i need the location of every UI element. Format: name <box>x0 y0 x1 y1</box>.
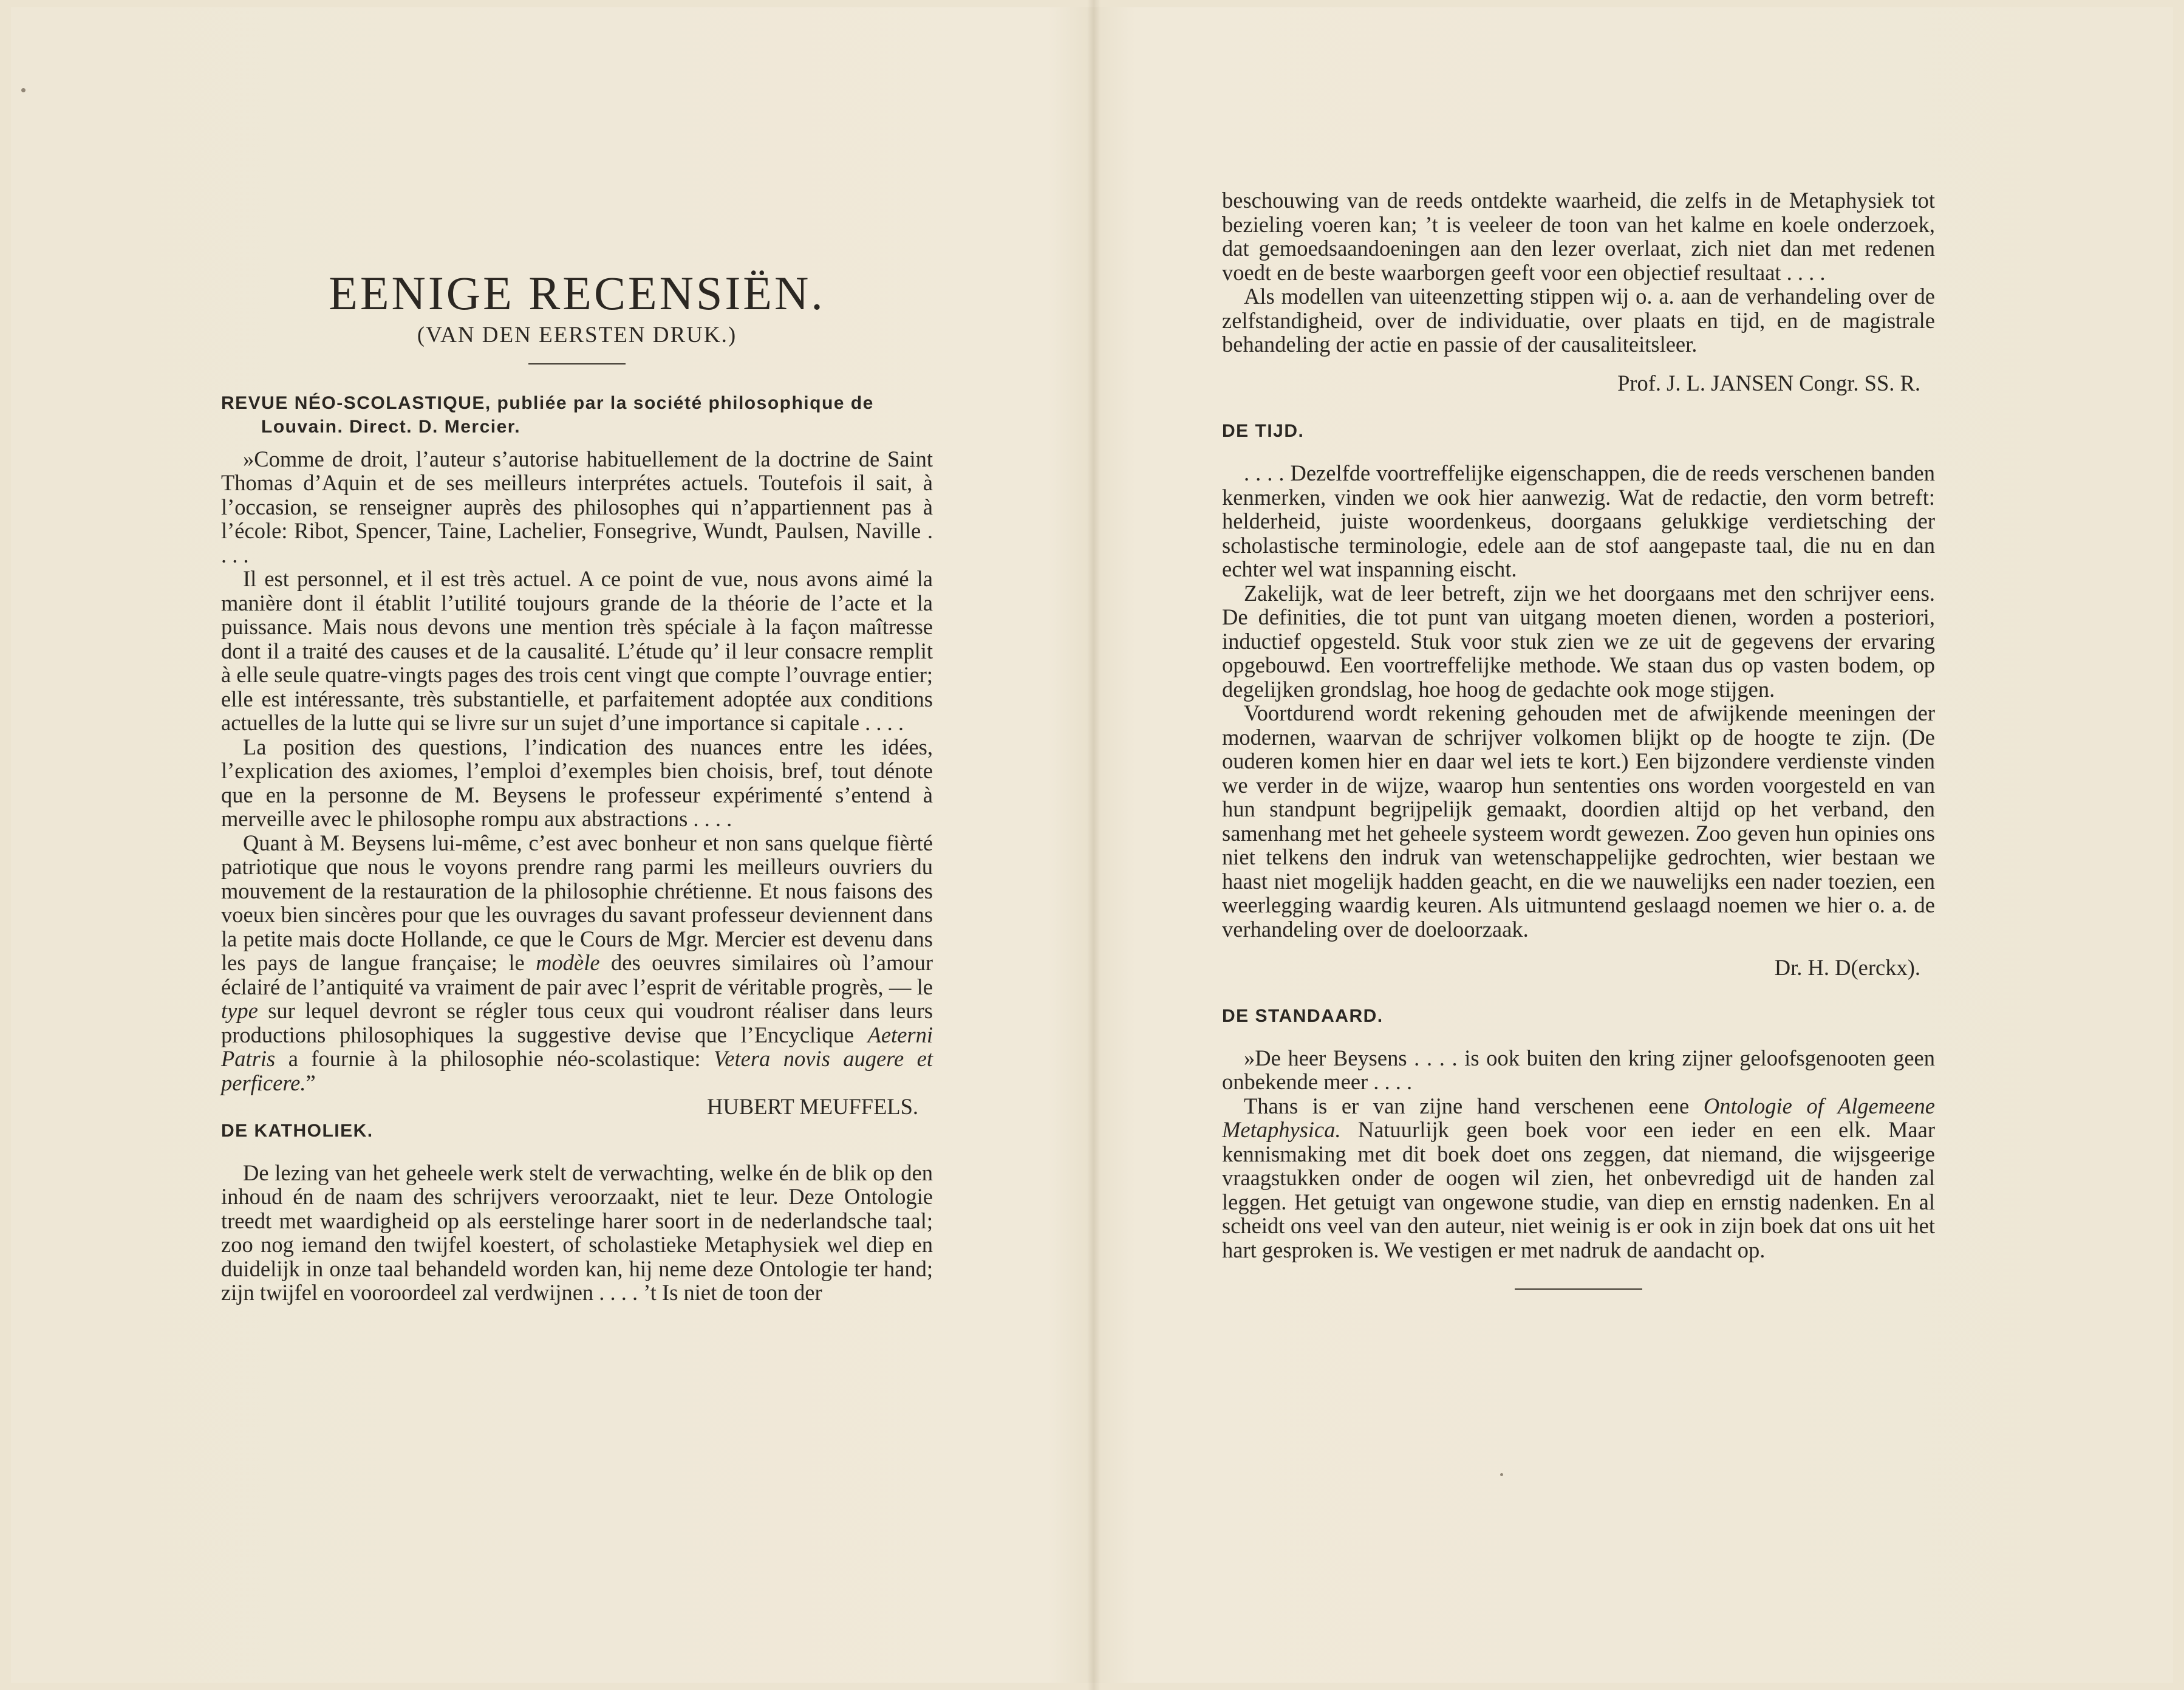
show-through-text <box>237 188 905 219</box>
tijd-paragraph: Voortdurend wordt rekening gehouden met de afwijkende meeningen der modernen, waarvan de schrijver volkomen blijkt op de hoogte te zijn. (De ouderen komen hier en daar wel iets te kort.) Een bijzondere verdienste vinden we verder in de wijze, waarop hun sententies ons worden voorgesteld en van hun standpunt begrijpelijk gemaakt, doordien altijd op het verband, den samenhang met het geheele systeem wordt gewezen. Zoo geven hun opinies ons niet telkens den indruk van wetenschappelijke gedrochten, wier bestaan we haast niet mogelijk hadden geacht, en die we nauwelijks een nader toezien, een weerlegging waardig keuren. Als uitmuntend geslaagd noemen we hier o. a. de verhandeling over de doeloorzaak. <box>1222 700 1935 942</box>
katholiek-paragraph: beschouwing van de reeds ontdekte waarheid, die zelfs in de Metaphysiek tot bezieling voeren kan; ’t is veeleer de toon van het kalme en koele onderzoek, dat gemoedsaandoeningen aan den lezer overlaat, zich niet dan met redenen voedt en de beste waarborgen geeft voor een objectief resultaat . . . . <box>1222 188 1935 285</box>
tijd-paragraph: . . . . Dezelfde voortreffelijke eigenschappen, die de reeds verschenen banden kenmerken, vinden we ook hier aanwezig. Wat de redactie, den vorm betreft: helderheid, juiste woordenkeus, doorgaans gelukkige verdietsching der scholastische terminologie, edele aan de stof aangepaste taal, die nu en dan echter wel wat inspanning eischt. <box>1222 460 1935 581</box>
revue-paragraph: Quant à M. Beysens lui-même, c’est avec bonheur et non sans quelque fièrté patriotique que nous le voyons prendre rang parmi les meilleurs ouvriers du mouvement de la restauration de la philosophie chrétienne. Et nous faisons des voeux bien sincères pour que les ouvrages du savant professeur deviennent dans la petite mais docte Hollande, ce que le Cours de Mgr. Mercier est devenu dans les pays de langue française; le modèle des oeuvres similaires où l’amour éclairé de l’antiquité va vraiment de pair avec l’esprit de véritable progrès, — le type sur lequel devront se régler tous ceux qui voudront réaliser dans leurs productions philosophiques la suggestive devise que l’Encyclique Aeterni Patris a fournie à la philosophie néo-scolastique: Vetera novis augere et perficere.” <box>221 830 933 1095</box>
review-heading-revue: REVUE NÉO-SCOLASTIQUE, publiée par la société philosophique de Louvain. Direct. D. Mercier. <box>221 392 874 437</box>
left-page-column <box>221 267 933 1305</box>
revue-paragraph: Il est personnel, et il est très actuel. A ce point de vue, nous avons aimé la manière dont il établit l’utilité toujours grande de la théorie de l’acte et la puissance. Mais nous devons une mention très spéciale à la façon maîtresse dont il a traité des causes et de la causalité. L’étude qu’ il leur consacre remplit à elle seule quatre-vingts pages des trois cent vingt que compte l’ouvrage entier; elle est intéressante, très substantielle, et parfaitement adoptée aux conditions actuelles de la lutte qui se livre sur un sujet d’une importance si capitale . . . . <box>221 566 933 735</box>
review-signature: Dr. H. D(erckx). <box>1774 955 1920 980</box>
revue-paragraph: La position des questions, l’indication des nuances entre les idées, l’explication des axiomes, l’emploi d’exemples bien choisis, bref, tout dénote que en la personne de M. Beysens le professeur expérimenté s’entend à merveille avec le philosophe rompu aux abstractions . . . . <box>221 734 933 831</box>
katholiek-paragraph: De lezing van het geheele werk stelt de verwachting, welke én de blik op den inhoud én de naam des schrijvers veroorzaakt, niet te leur. Deze Ontologie treedt met waardigheid op als eerstelinge harer soort in de nederlandsche taal; zoo nog iemand den twijfel koestert, of scholastieke Metaphysiek wel diep en duidelijk in onze taal behandeld worden kan, hij neme deze Ontologie ter hand; zijn twijfel en vooroordeel zal verdwijnen . . . . ’t Is niet de toon der <box>221 1160 933 1305</box>
paper-speck <box>1500 1473 1503 1476</box>
revue-paragraph: »Comme de droit, l’auteur s’autorise habituellement de la doctrine de Saint Thomas d’Aquin et de ses meilleurs interprétes actuels. Toutefois il sait, à l’occasion, se renseigner auprès des philosophes qui n’appartiennent pas à l’école: Ribot, Spencer, Taine, Lachelier, Fonsegrive, Wundt, Paulsen, Naville . . . . <box>221 446 933 567</box>
tijd-paragraph: Zakelijk, wat de leer betreft, zijn we het doorgaans met den schrijver eens. De definities, die tot punt van uitgang moeten dienen, worden a posteriori, inductief opgesteld. Stuk voor stuk zien we ze uit de gegevens der ervaring opgebouwd. Een voortreffelijke methode. We staan dus op vasten bodem, op degelijken grondslag, hoe hoog de gedachte ook moge stijgen. <box>1222 580 1935 702</box>
standaard-paragraph: Thans is er van zijne hand verschenen eene Ontologie of Algemeene Metaphysica. Natuurlijk geen boek voor een ieder en een elk. Maar kennismaking met dit boek doet ons zeggen, dat niemand, die wijsgeerige vraagstukken onder de oogen wil zien, het onbevredigd uit de handen zal leggen. Het getuigt van ongewone studie, van diep en ernstig nadenken. En al scheidt ons veel van den auteur, niet weinig is er ook in zijn boek dat ons uit het hart gesproken is. We vestigen er met nadruk de aandacht op. <box>1222 1093 1936 1262</box>
review-heading-standaard: DE STANDAARD. <box>1222 1005 1384 1026</box>
center-fold <box>1087 0 1101 1690</box>
page-title: EENIGE RECENSIËN. <box>329 267 825 320</box>
right-page-column <box>1222 188 1935 1316</box>
review-signature: Prof. J. L. JANSEN Congr. SS. R. <box>1617 370 1920 395</box>
katholiek-paragraph: Als modellen van uiteenzetting stippen wij o. a. aan de verhandeling over de zelfstandigheid, over de individuatie, over plaats en tijd, en de magistrale behandeling der actie en passie of der causaliteitsleer. <box>1222 284 1935 357</box>
title-divider <box>528 363 626 364</box>
paper-speck <box>21 88 26 92</box>
review-signature: HUBERT MEUFFELS. <box>707 1094 918 1119</box>
end-divider <box>1515 1288 1642 1290</box>
page-subtitle: (VAN DEN EERSTEN DRUK.) <box>417 323 737 347</box>
standaard-paragraph: »De heer Beysens . . . . is ook buiten den kring zijner geloofsgenooten geen onbekende meer . . . . <box>1222 1045 1935 1094</box>
review-heading-katholiek: DE KATHOLIEK. <box>221 1120 374 1141</box>
review-heading-tijd: DE TIJD. <box>1222 421 1305 441</box>
